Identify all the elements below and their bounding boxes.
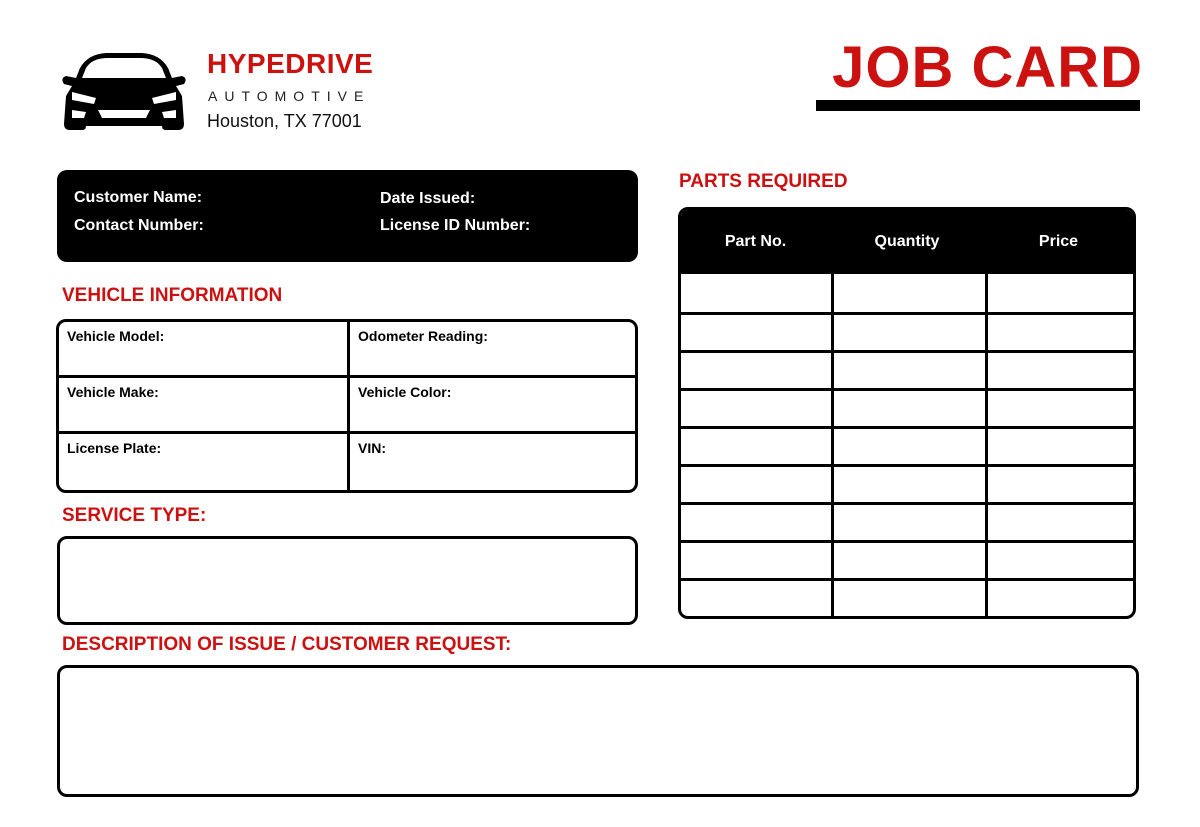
- field-label: Vehicle Color:: [358, 384, 452, 400]
- page-title: JOB CARD: [832, 35, 1143, 100]
- table-row: [681, 578, 1133, 616]
- parts-table-header: [681, 210, 1133, 274]
- quantity-cell[interactable]: [831, 543, 985, 578]
- price-cell[interactable]: [985, 315, 1133, 350]
- car-front-icon: [58, 48, 190, 134]
- brand-address: Houston, TX 77001: [207, 111, 362, 131]
- field-label: Vehicle Model:: [67, 328, 165, 344]
- table-row: [681, 350, 1133, 388]
- column-header-quantity: Quantity: [874, 233, 940, 250]
- price-cell[interactable]: [985, 543, 1133, 578]
- parts-table: [678, 207, 1136, 619]
- parts-required-heading: PARTS REQUIRED: [679, 171, 848, 192]
- quantity-cell[interactable]: [831, 505, 985, 540]
- quantity-cell[interactable]: [831, 467, 985, 502]
- quantity-cell[interactable]: [831, 315, 985, 350]
- brand-subtitle: AUTOMOTIVE: [208, 88, 371, 104]
- table-row: [681, 312, 1133, 350]
- table-row: [681, 540, 1133, 578]
- service-type-field[interactable]: [57, 536, 638, 625]
- quantity-cell[interactable]: [831, 429, 985, 464]
- brand-name: HYPEDRIVE: [207, 48, 374, 79]
- price-cell[interactable]: [985, 467, 1133, 502]
- table-row: [681, 388, 1133, 426]
- part-no-cell[interactable]: [681, 274, 831, 312]
- price-cell[interactable]: [985, 274, 1133, 312]
- license-plate-field[interactable]: [59, 434, 347, 490]
- field-label: Vehicle Make:: [67, 384, 159, 400]
- column-header-price: Price: [1038, 233, 1079, 250]
- table-row: [681, 464, 1133, 502]
- vehicle-make-field[interactable]: [59, 378, 347, 434]
- quantity-cell[interactable]: [831, 581, 985, 616]
- price-cell[interactable]: [985, 353, 1133, 388]
- price-cell[interactable]: [985, 581, 1133, 616]
- part-no-cell[interactable]: [681, 391, 831, 426]
- quantity-cell[interactable]: [831, 274, 985, 312]
- service-type-heading: SERVICE TYPE:: [62, 505, 207, 526]
- customer-info-box: [57, 170, 638, 262]
- vin-field[interactable]: [347, 434, 635, 490]
- part-no-cell[interactable]: [681, 353, 831, 388]
- odometer-reading-field[interactable]: [347, 322, 635, 378]
- customer-name-label: Customer Name:: [74, 189, 203, 206]
- date-issued-label: Date Issued:: [380, 190, 476, 207]
- part-no-cell[interactable]: [681, 467, 831, 502]
- price-cell[interactable]: [985, 391, 1133, 426]
- vehicle-color-field[interactable]: [347, 378, 635, 434]
- column-header-part-no: Part No.: [724, 233, 787, 250]
- title-underline: [816, 100, 1140, 111]
- price-cell[interactable]: [985, 505, 1133, 540]
- quantity-cell[interactable]: [831, 353, 985, 388]
- parts-table-body: [681, 274, 1133, 616]
- field-label: Odometer Reading:: [358, 328, 488, 344]
- part-no-cell[interactable]: [681, 543, 831, 578]
- license-id-label: License ID Number:: [380, 217, 531, 234]
- table-row: [681, 502, 1133, 540]
- part-no-cell[interactable]: [681, 581, 831, 616]
- description-field[interactable]: [57, 665, 1139, 797]
- field-label: License Plate:: [67, 440, 162, 456]
- price-cell[interactable]: [985, 429, 1133, 464]
- part-no-cell[interactable]: [681, 505, 831, 540]
- vehicle-info-heading: VEHICLE INFORMATION: [62, 285, 283, 306]
- vehicle-model-field[interactable]: [59, 322, 347, 378]
- part-no-cell[interactable]: [681, 429, 831, 464]
- part-no-cell[interactable]: [681, 315, 831, 350]
- field-label: VIN:: [358, 440, 386, 456]
- description-heading: DESCRIPTION OF ISSUE / CUSTOMER REQUEST:: [62, 634, 512, 655]
- quantity-cell[interactable]: [831, 391, 985, 426]
- contact-number-label: Contact Number:: [74, 217, 204, 234]
- vehicle-info-grid: [56, 319, 638, 493]
- table-row: [681, 426, 1133, 464]
- table-row: [681, 274, 1133, 312]
